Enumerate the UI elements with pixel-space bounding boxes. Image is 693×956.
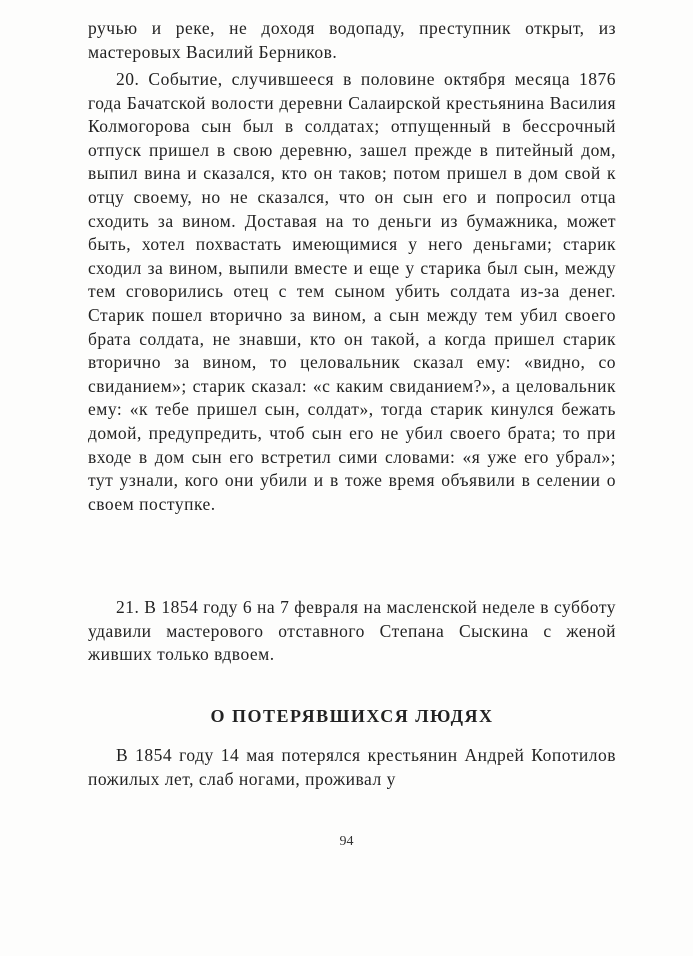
text-block-event-21 bbox=[88, 596, 616, 667]
paragraph-continuation: ручью и реке, не доходя водопаду, преступник открыт, из мастеровых Василий Берников. bbox=[88, 18, 616, 62]
paragraph-event-20: 20. Событие, случившееся в половине октября месяца 1876 года Бачатской волости деревни Салаирской крестьянина Василия Колмогорова сын был в солдатах; отпущенный в бессрочный отпуск пришел в свою деревню, зашел прежде в питейный дом, выпил вина и сказался, кто он таков; потом пришел в дом свой к отцу своему, но не сказался, что он сын его и попросил отца сходить за вином. Доставая на то деньги из бумажника, может быть, хотел похвастать имеющимися у него деньгами; старик сходил за вином, выпили вместе и еще у старика был сын, между тем сговорились отец с тем сыном убить солдата из-за денег. Старик пошел вторично за вином, а сын между тем убил своего брата солдата, не знавши, кто он такой, а когда пришел старик вторично за вином, то целовальник сказал ему: «видно, со свиданием»; старик сказал: «с каким свиданием?», а целовальник ему: «к тебе пришел сын, солдат», тогда старик кинулся бежать домой, предупредить, чтоб сын его не убил своего брата; то при входе в дом сын его встретил сими словами: «я уже его убрал»; тут узнали, кого они убили и в тоже время объявили в селении о своем поступке. bbox=[88, 69, 616, 514]
paragraph-lost-people: В 1854 году 14 мая потерялся крестьянин Андрей Копотилов пожилых лет, слаб ногами, проживал у bbox=[88, 745, 616, 789]
page-number: 94 bbox=[339, 834, 354, 849]
text-block-continuation bbox=[88, 17, 616, 64]
text-block-event-20 bbox=[88, 68, 616, 516]
text-block-lost-people bbox=[88, 744, 616, 791]
paragraph-event-21: 21. В 1854 году 6 на 7 февраля на масленской неделе в субботу удавили мастерового отставного Степана Сыскина с женой живших только вдвоем. bbox=[88, 597, 616, 665]
section-heading: О ПОТЕРЯВШИХСЯ ЛЮДЯХ bbox=[210, 706, 494, 726]
